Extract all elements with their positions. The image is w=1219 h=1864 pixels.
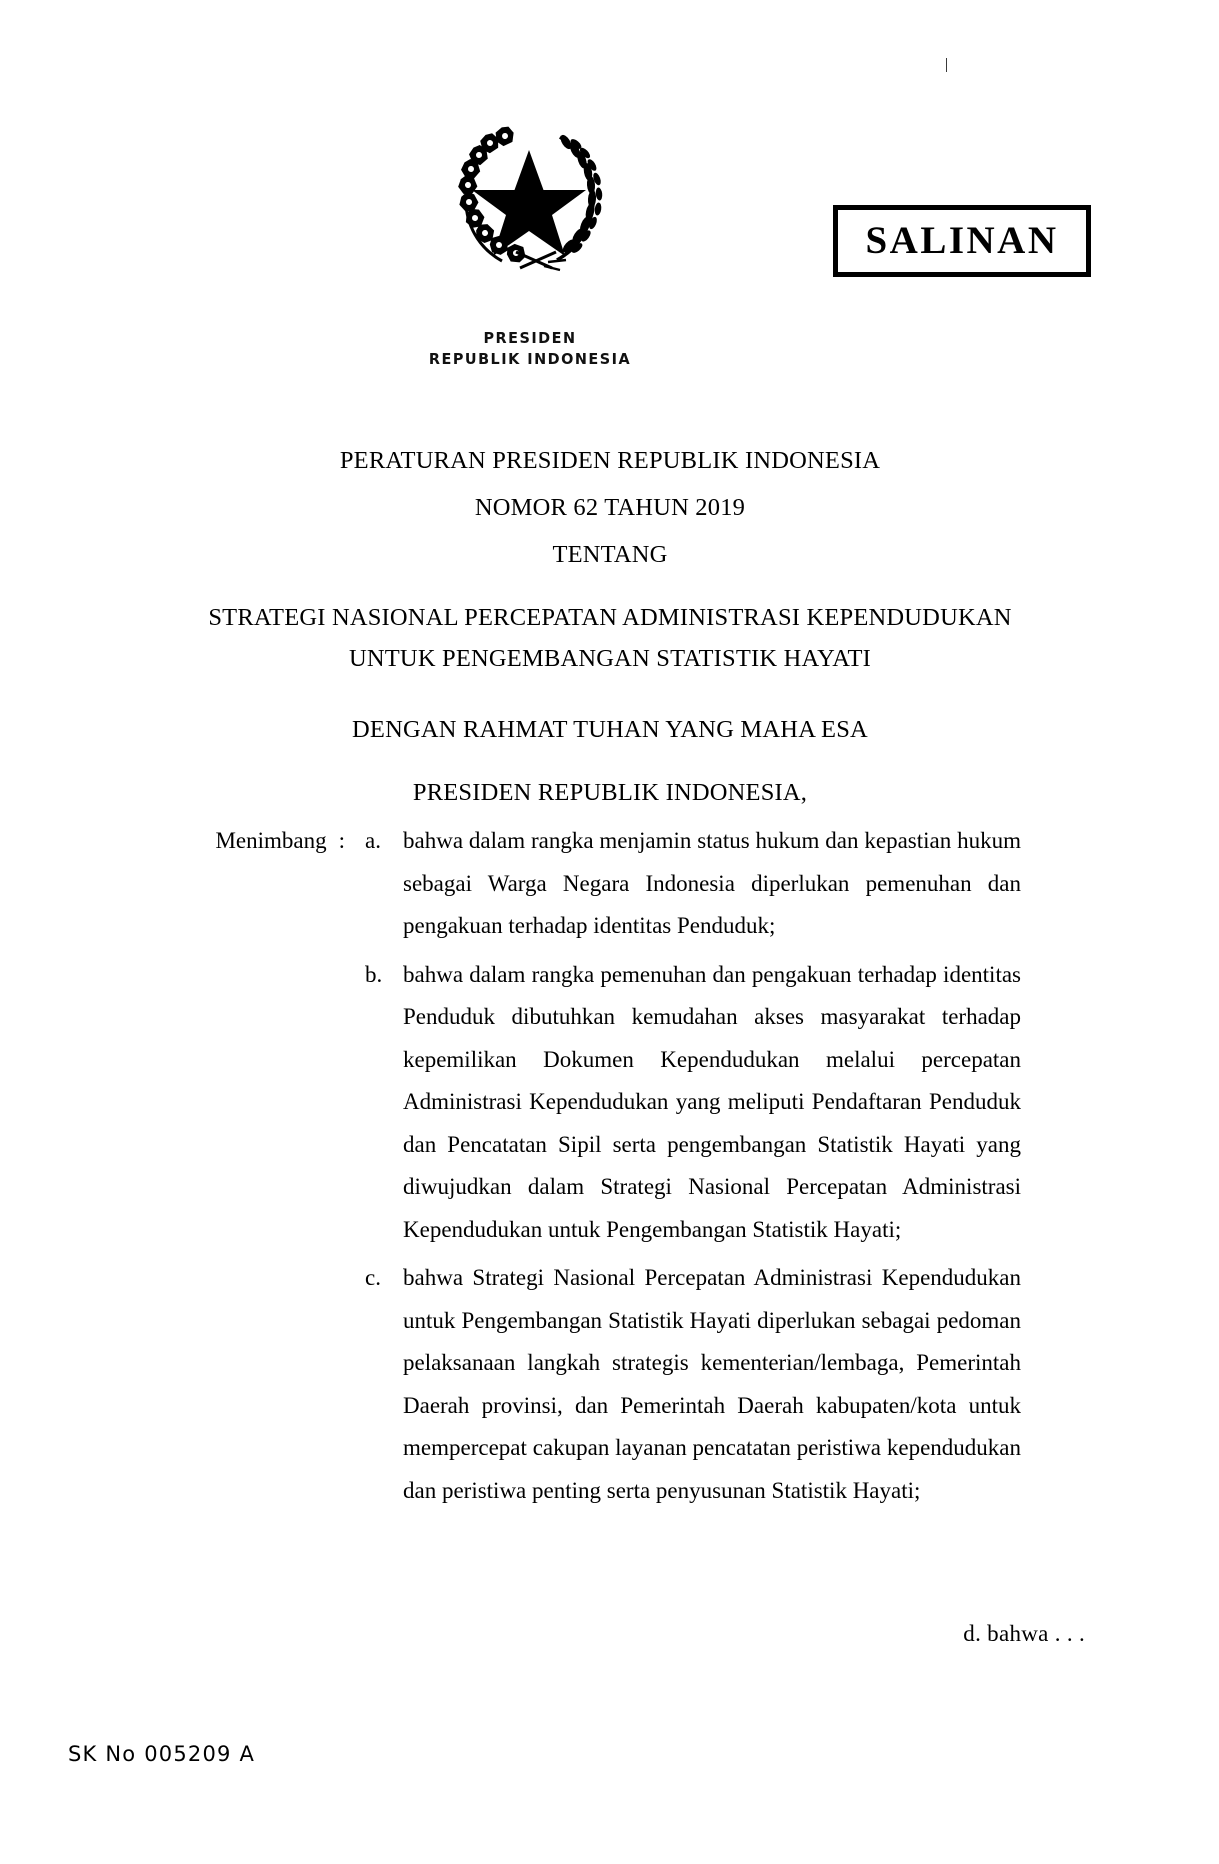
emblem-caption-line-1: PRESIDEN xyxy=(483,329,577,347)
item-marker: c. xyxy=(365,1265,381,1290)
item-paragraph: bahwa Strategi Nasional Percepatan Administrasi Kependudukan untuk Pengembangan Statistik Hayati diperlukan sebagai pedoman pelaksanaan langkah strategis kementerian/lembaga, Pemerintah Daerah provinsi, dan Pemerintah Daerah kabupaten/kota untuk mempercepat cakupan layanan pencatatan peristiwa kependudukan dan peristiwa penting serta penyusunan Statistik Hayati; xyxy=(403,1265,1021,1503)
considering-label-cell xyxy=(0,820,355,863)
considering-colon: : xyxy=(338,828,345,853)
item-marker: a. xyxy=(365,828,381,853)
item-marker: b. xyxy=(365,961,383,987)
emblem-caption xyxy=(344,328,716,370)
heading-about: TENTANG xyxy=(552,541,668,568)
heading-invocation: DENGAN RAHMAT TUHAN YANG MAHA ESA xyxy=(352,716,868,743)
item-text xyxy=(403,820,1219,948)
heading-subject-line-2: UNTUK PENGEMBANGAN STATISTIK HAYATI xyxy=(348,645,872,672)
emblem-caption-line-2: REPUBLIK INDONESIA xyxy=(428,350,632,368)
heading-regulation-type: PERATURAN PRESIDEN REPUBLIK INDONESIA xyxy=(339,447,881,474)
considering-section xyxy=(0,820,1219,1512)
heading-authority: PRESIDEN REPUBLIK INDONESIA, xyxy=(412,779,808,806)
considering-item-a xyxy=(0,820,1219,948)
considering-label: Menimbang xyxy=(215,828,327,853)
considering-item-b xyxy=(0,954,1219,1252)
considering-item-c xyxy=(0,1257,1219,1512)
salinan-stamp-label: SALINAN xyxy=(865,218,1059,262)
item-text xyxy=(403,954,1219,1252)
item-text xyxy=(403,1257,1219,1512)
heading-subject-line-1: STRATEGI NASIONAL PERCEPATAN ADMINISTRASI KEPENDUDUKAN xyxy=(208,604,1012,631)
item-paragraph: bahwa dalam rangka pemenuhan dan pengakuan terhadap identitas Penduduk dibutuhkan kemudahan akses masyarakat terhadap kepemilikan Dokumen Kependudukan melalui percepatan Administrasi Kependudukan yang meliputi Pendaftaran Penduduk dan Pencatatan Sipil serta pengembangan Statistik Hayati yang diwujudkan dalam Strategi Nasional Percepatan Administrasi Kependudukan untuk Pengembangan Statistik Hayati; xyxy=(403,961,1021,1242)
indonesian-presidential-emblem-icon xyxy=(444,112,614,277)
footer-sk-number: SK No 005209 A xyxy=(68,1742,256,1766)
corner-tick-mark xyxy=(946,58,947,72)
salinan-stamp xyxy=(833,205,1091,277)
document-heading xyxy=(160,440,1060,813)
heading-number-year: NOMOR 62 TAHUN 2019 xyxy=(474,494,746,521)
page-continuation-note: d. bahwa . . . xyxy=(963,1621,1085,1646)
item-paragraph: bahwa dalam rangka menjamin status hukum dan kepastian hukum sebagai Warga Negara Indonesia diperlukan pemenuhan dan pengakuan terhadap identitas Penduduk; xyxy=(403,828,1021,938)
